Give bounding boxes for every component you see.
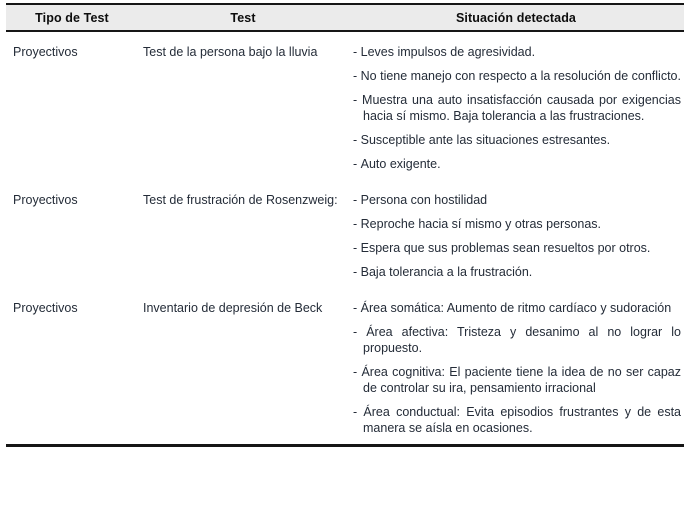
- situacion-item: - Persona con hostilidad: [353, 192, 681, 208]
- situacion-item: - Reproche hacia sí mismo y otras personas.: [353, 216, 681, 232]
- situacion-item: - Muestra una auto insatisfacción causada por exigencias hacia sí mismo. Baja tolerancia a las frustraciones.: [353, 92, 681, 124]
- test-name-cell: Inventario de depresión de Beck: [143, 301, 323, 315]
- table-row: [6, 180, 684, 288]
- tipo-de-test-cell: Proyectivos: [13, 301, 78, 315]
- document-page: [0, 3, 690, 508]
- situacion-detectada-cell: [348, 44, 684, 180]
- column-header-tipo-de-test: Tipo de Test: [35, 10, 109, 25]
- table-header-row: [6, 3, 684, 32]
- situacion-item: - Área afectiva: Tristeza y desanimo al no lograr lo propuesto.: [353, 324, 681, 356]
- test-name-cell: Test de frustración de Rosenzweig:: [143, 193, 338, 207]
- situacion-detectada-cell: [348, 300, 684, 444]
- situacion-item: - No tiene manejo con respecto a la resolución de conflicto.: [353, 68, 681, 84]
- situacion-item: - Auto exigente.: [353, 156, 681, 172]
- situacion-item: - Área cognitiva: El paciente tiene la idea de no ser capaz de controlar su ira, pensamiento irracional: [353, 364, 681, 396]
- situacion-item: - Leves impulsos de agresividad.: [353, 44, 681, 60]
- situacion-item: - Espera que sus problemas sean resueltos por otros.: [353, 240, 681, 256]
- table-row: [6, 288, 684, 444]
- table-bottom-border: [6, 444, 684, 447]
- test-name-cell: Test de la persona bajo la lluvia: [143, 45, 318, 59]
- situacion-item: - Baja tolerancia a la frustración.: [353, 264, 681, 280]
- situacion-detectada-cell: [348, 192, 684, 288]
- test-results-table: [6, 3, 684, 447]
- table-row: [6, 32, 684, 180]
- column-header-test: Test: [230, 10, 256, 25]
- tipo-de-test-cell: Proyectivos: [13, 193, 78, 207]
- column-header-situacion-detectada: Situación detectada: [456, 10, 576, 25]
- situacion-item: - Área conductual: Evita episodios frustrantes y de esta manera se aísla en ocasiones.: [353, 404, 681, 436]
- situacion-item: - Susceptible ante las situaciones estresantes.: [353, 132, 681, 148]
- tipo-de-test-cell: Proyectivos: [13, 45, 78, 59]
- situacion-item: - Área somática: Aumento de ritmo cardíaco y sudoración: [353, 300, 681, 316]
